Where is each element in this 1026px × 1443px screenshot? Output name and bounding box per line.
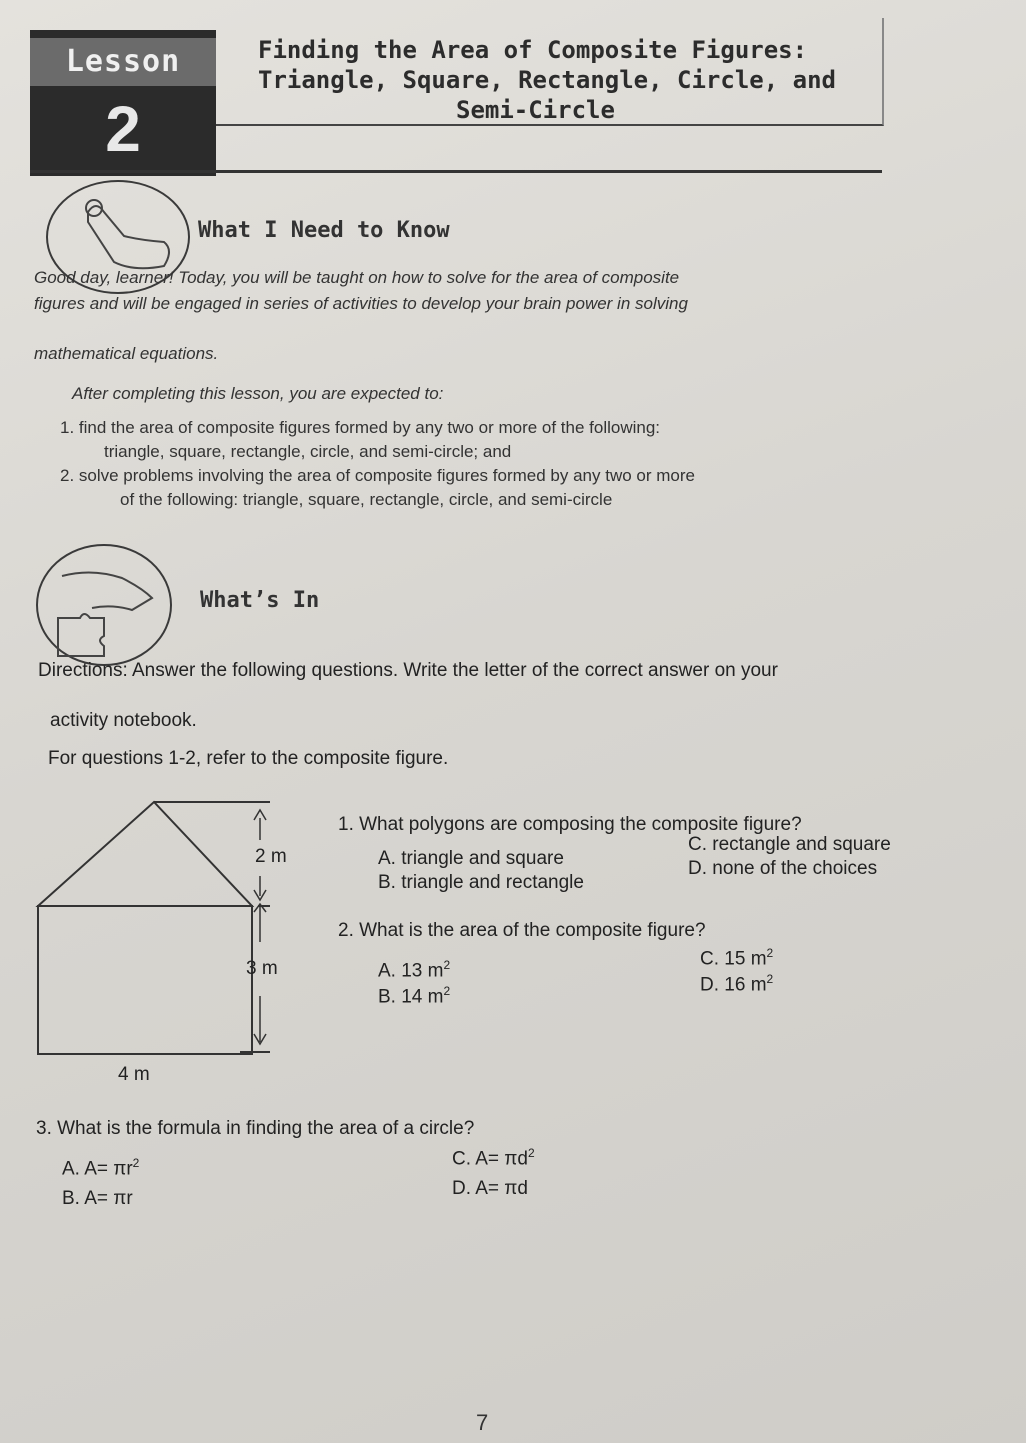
q2-choice-b (378, 984, 450, 1008)
page-number: 7 (476, 1410, 489, 1435)
q3-choice-a-exponent: 2 (132, 1156, 140, 1170)
expectation-text: After completing this lesson, you are expected to: (72, 384, 444, 403)
q1-choice-b: B. triangle and rectangle (378, 872, 584, 893)
dimension-label-mid: 3 m (246, 958, 278, 979)
q2-choice-c-label: C. (700, 948, 719, 970)
intro-line-2: figures and will be engaged in series of activities to develop your brain power in solving (34, 294, 688, 313)
composite-figure (30, 796, 290, 1066)
lesson-number: 2 (105, 93, 141, 165)
q1-choice-a: A. triangle and square (378, 848, 564, 869)
section-heading-know: What I Need to Know (198, 218, 450, 243)
refer-text: For questions 1-2, refer to the composite figure. (48, 748, 449, 769)
rectangle-shape (38, 906, 252, 1054)
q3-choice-a-value: A= πr (84, 1158, 133, 1180)
q2-choice-b-exponent: 2 (443, 984, 451, 998)
intro-line-1: Good day, learner! Today, you will be taught on how to solve for the area of composite (34, 268, 680, 287)
q3-choice-b-value: A= πr (84, 1188, 133, 1209)
q2-choice-a (378, 958, 450, 982)
q2-choice-d-label: D. (700, 974, 719, 996)
q2-choice-c-exponent: 2 (766, 946, 774, 960)
title-line-2: Triangle, Square, Rectangle, Circle, and (258, 66, 836, 94)
puzzle-hand-icon (36, 544, 172, 666)
q3-choice-b-label: B. (62, 1188, 80, 1209)
question-3: 3. What is the formula in finding the area of a circle? (36, 1118, 475, 1139)
q2-choice-b-label: B. (378, 986, 396, 1008)
title-line-1: Finding the Area of Composite Figures: (258, 36, 808, 64)
objective-2-line-2: of the following: triangle, square, rectangle, circle, and semi-circle (120, 490, 613, 509)
directions-line-1: Directions: Answer the following questions. Write the letter of the correct answer on your (38, 660, 778, 681)
dimension-label-bottom: 4 m (118, 1064, 150, 1085)
header-divider (30, 170, 882, 173)
q3-choice-c-label: C. (452, 1148, 471, 1170)
q3-choice-c-exponent: 2 (527, 1146, 535, 1160)
title-line-3: Semi-Circle (456, 96, 615, 124)
dimension-label-top: 2 m (255, 846, 287, 867)
q3-choice-d-value: A= πd (475, 1178, 528, 1199)
question-1: 1. What polygons are composing the composite figure? (338, 814, 802, 835)
q3-choice-d (452, 1178, 528, 1200)
q3-choice-d-label: D. (452, 1178, 471, 1199)
q1-choice-c: C. rectangle and square (688, 834, 891, 855)
q2-choice-a-label: A. (378, 960, 396, 982)
triangle-shape (38, 802, 252, 906)
q2-choice-d-value: 16 m (724, 974, 767, 996)
objective-2-line-1: 2. solve problems involving the area of composite figures formed by any two or more (60, 466, 695, 485)
q2-choice-d-exponent: 2 (766, 972, 774, 986)
q2-choice-a-value: 13 m (401, 960, 444, 982)
lesson-label: Lesson (30, 38, 216, 86)
q1-choice-d: D. none of the choices (688, 858, 878, 879)
intro-line-3: mathematical equations. (34, 344, 219, 363)
q2-choice-d (700, 972, 773, 996)
q2-choice-b-value: 14 m (401, 986, 444, 1008)
q2-choice-c (700, 946, 773, 970)
q2-choice-a-exponent: 2 (443, 958, 451, 972)
directions-line-2: activity notebook. (50, 710, 197, 731)
question-2: 2. What is the area of the composite figure? (338, 920, 706, 941)
q3-choice-b (62, 1188, 133, 1210)
section-heading-whats-in: What’s In (200, 588, 320, 613)
objective-1-line-2: triangle, square, rectangle, circle, and semi-circle; and (104, 442, 512, 461)
q3-choice-a-label: A. (62, 1158, 80, 1180)
objective-1-line-1: 1. find the area of composite figures formed by any two or more of the following: (60, 418, 661, 437)
q3-choice-c-value: A= πd (475, 1148, 528, 1170)
q3-choice-c (452, 1146, 535, 1170)
q3-choice-a (62, 1156, 139, 1180)
q2-choice-c-value: 15 m (724, 948, 767, 970)
